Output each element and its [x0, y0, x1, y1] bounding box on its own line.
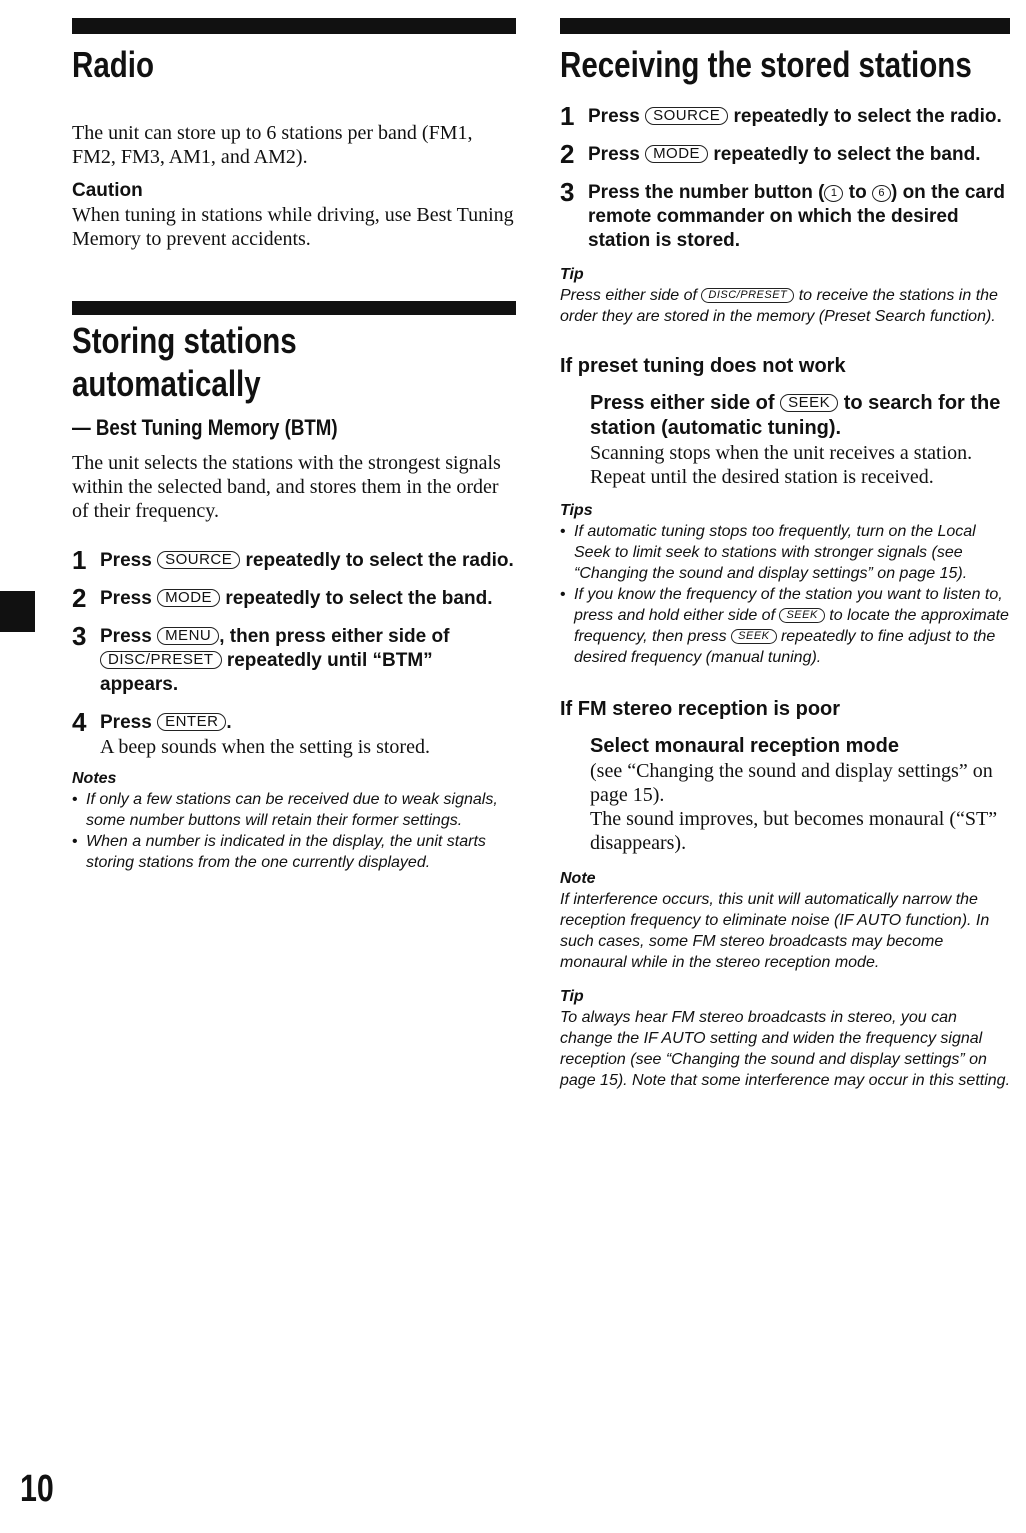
step-number: 2	[560, 139, 575, 169]
tips-list	[560, 521, 1010, 668]
section-bar	[560, 18, 1010, 34]
preset-fail-heading: If preset tuning does not work	[560, 355, 846, 377]
receiving-step-2: 2 Press MODE repeatedly to select the band.	[560, 139, 981, 169]
left-column	[72, 0, 516, 873]
menu-button-icon: MENU	[157, 627, 219, 645]
storing-step-1: 1 Press SOURCE repeatedly to select the radio.	[72, 545, 514, 575]
step-number: 1	[560, 101, 575, 131]
source-button-icon: SOURCE	[645, 107, 728, 125]
radio-title: Radio	[72, 44, 155, 85]
storing-intro: The unit selects the stations with the strongest signals within the selected band, and stores them in the order of their frequency.	[72, 452, 501, 522]
note-heading: Note	[560, 870, 596, 887]
list-item: • If you know the frequency of the station you want to listen to, press and hold either side of SEEK to locate the approximate frequency, then press SEEK repeatedly to fine adjust to the desired frequency (manual tuning).	[560, 584, 1010, 668]
storing-title-line1: Storing stations	[72, 320, 297, 361]
list-item: • When a number is indicated in the display, the unit starts storing stations from the one currently displayed.	[72, 831, 516, 873]
mode-button-icon: MODE	[157, 589, 220, 607]
seek-button-icon: SEEK	[780, 394, 838, 412]
preset-fail-detail: Scanning stops when the unit receives a station. Repeat until the desired station is received.	[590, 442, 973, 488]
fm-poor-instruction: Select monaural reception mode	[590, 735, 899, 757]
fm-poor-heading: If FM stereo reception is poor	[560, 698, 841, 720]
preset-fail-instruction: Press either side of SEEK to search for the station (automatic tuning).	[590, 392, 1001, 439]
tip-heading: Tip	[560, 266, 584, 283]
receiving-title: Receiving the stored stations	[560, 44, 972, 85]
storing-step-3: 3 Press MENU , then press either side of DISC/PRESET repeatedly until “BTM” appears.	[72, 621, 450, 695]
step-number: 3	[72, 621, 87, 651]
storing-subtitle: — Best Tuning Memory (BTM)	[72, 415, 338, 440]
source-button-icon: SOURCE	[157, 551, 240, 569]
page-number: 10	[20, 1468, 54, 1510]
tip-text: Press either side of DISC/PRESET to receive the stations in the order they are stored in the memory (Preset Search function).	[560, 287, 998, 325]
step-number: 2	[72, 583, 87, 613]
step-number: 1	[72, 545, 87, 575]
caution-text: When tuning in stations while driving, use Best Tuning Memory to prevent accidents.	[72, 204, 514, 250]
receiving-step-1: 1 Press SOURCE repeatedly to select the radio.	[560, 101, 1002, 131]
section-bar	[72, 18, 516, 34]
mode-button-icon: MODE	[645, 145, 708, 163]
storing-step-4: 4 Press ENTER . A beep sounds when the setting is stored.	[72, 711, 516, 759]
right-column	[560, 0, 1010, 1091]
disc-preset-button-icon: DISC/PRESET	[100, 651, 222, 669]
step-4-detail: A beep sounds when the setting is stored.	[100, 736, 430, 758]
caution-heading: Caution	[72, 180, 143, 201]
list-item: • If automatic tuning stops too frequently, turn on the Local Seek to limit seek to stations with stronger signals (see “Changing the sound and display settings” on page 15).	[560, 521, 1010, 584]
fm-poor-detail-2: The sound improves, but becomes monaural (“ST” disappears).	[590, 808, 998, 854]
section-bar	[72, 301, 516, 315]
list-item: • If only a few stations can be received due to weak signals, some number buttons will retain their former settings.	[72, 789, 516, 831]
tip-text: To always hear FM stereo broadcasts in stereo, you can change the IF AUTO setting and widen the frequency signal reception (see “Changing the sound and display settings” on page 15). Note that some interference may occur in this setting.	[560, 1009, 1011, 1089]
number-6-button-icon: 6	[872, 185, 891, 202]
notes-list	[72, 789, 516, 873]
step-number: 4	[72, 707, 87, 737]
seek-button-icon: SEEK	[779, 608, 824, 623]
storing-step-2: 2 Press MODE repeatedly to select the band.	[72, 583, 493, 613]
seek-button-icon: SEEK	[731, 629, 776, 644]
note-text: If interference occurs, this unit will automatically narrow the reception frequency to eliminate noise (IF AUTO function). In such cases, some FM stereo broadcasts may become monaural while in the stereo reception mode.	[560, 891, 990, 971]
preset-fail-block	[560, 391, 1010, 489]
fm-poor-detail-1: (see “Changing the sound and display settings” on page 15).	[590, 760, 993, 806]
tips-heading: Tips	[560, 502, 593, 519]
enter-button-icon: ENTER	[157, 713, 226, 731]
number-1-button-icon: 1	[824, 185, 843, 202]
receiving-step-3: 3 Press the number button ( 1 to 6 ) on the card remote commander on which the desired station is stored.	[560, 177, 1005, 251]
fm-poor-block	[560, 734, 1010, 855]
notes-heading: Notes	[72, 770, 117, 787]
tip-heading: Tip	[560, 988, 584, 1005]
step-number: 3	[560, 177, 575, 207]
storing-title-line2: automatically	[72, 363, 261, 404]
radio-intro: The unit can store up to 6 stations per band (FM1, FM2, FM3, AM1, and AM2).	[72, 122, 473, 168]
section-tab-marker	[0, 591, 35, 632]
disc-preset-button-icon: DISC/PRESET	[701, 288, 794, 303]
